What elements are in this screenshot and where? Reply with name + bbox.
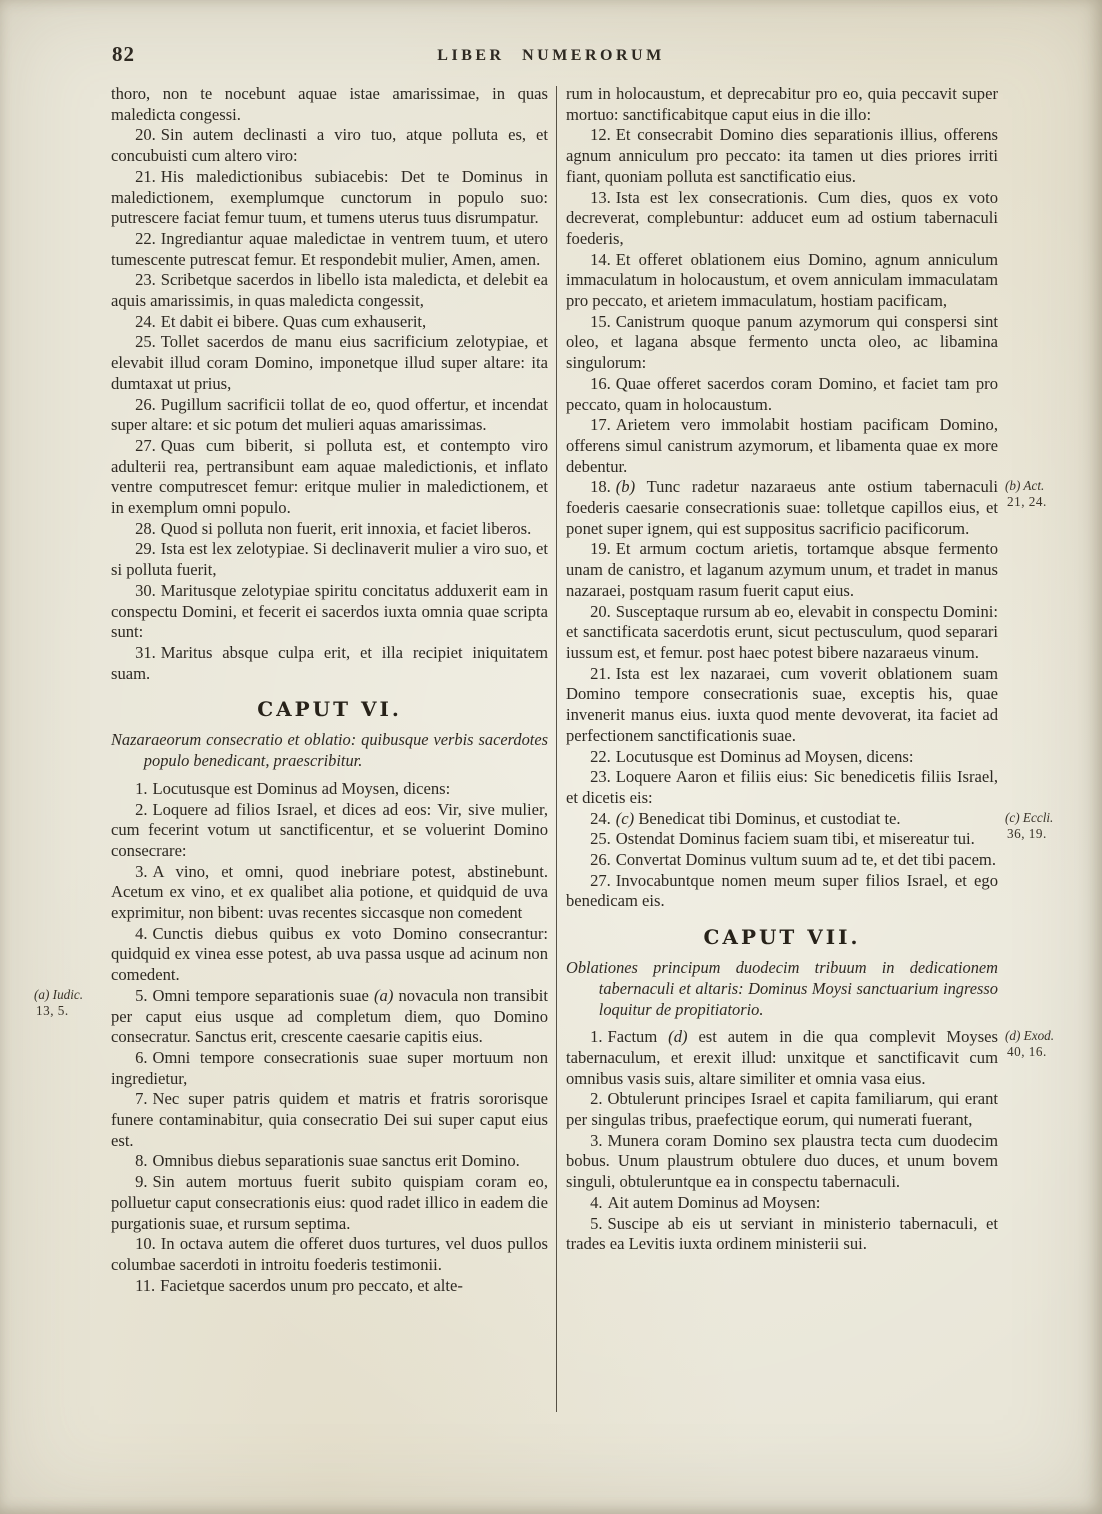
verse-number: 15. — [590, 311, 611, 331]
verse-paragraph: 22. Locutusque est Dominus ad Moysen, dicens: — [590, 746, 914, 766]
verse-paragraph: 27. Invocabuntque nomen meum super filios Israel, et ego benedicam eis. — [566, 870, 998, 911]
verse-number: 22. — [590, 746, 611, 766]
verse-paragraph: 26. Convertat Dominus vultum suum ad te, et det tibi pacem. — [590, 850, 996, 870]
verse-paragraph: 3. A vino, et omni, quod inebriare potest, abstinebunt. Acetum ex vino, et ex qualibet alia potione, et quidquid de uva exprimitur, non bibent: uvas recentes siccasque non comedent — [111, 861, 548, 923]
verse-paragraph: 1. Locutusque est Dominus ad Moysen, dicens: — [135, 778, 451, 798]
verse-paragraph: 23. Scribetque sacerdos in libello ista maledicta, et delebit ea aquis amarissimis, in quas maledicta congessit, — [111, 270, 548, 311]
continuation-paragraph: rum in holocaustum, et deprecabitur pro eo, quia peccavit super mortuo: sanctificabitque caput eius in die illo: — [566, 84, 998, 124]
verse-number: 16. — [590, 373, 611, 393]
verse-number: 5. — [135, 985, 148, 1005]
verse-number: 24. — [590, 808, 611, 828]
verse-paragraph: 25. Tollet sacerdos de manu eius sacrificium zelotypiae, et elevabit illud coram Domino, imponetque illud super altare: ita dumtaxat ut prius, — [111, 332, 548, 393]
verse-paragraph: 13. Ista est lex consecrationis. Cum dies, quos ex voto decreverat, complebuntur: adducet eum ad ostium tabernaculi foederis, — [566, 187, 998, 248]
verse-paragraph: 22. Ingrediantur aquae maledictae in ventrem tuum, et utero tumescente putrescat femur. Et respondebit mulier, Amen, amen. — [111, 228, 548, 269]
text-column-right — [566, 84, 1055, 1255]
verse-paragraph: 7. Nec super patris quidem et matris et fratris sororisque funere contaminabitur, quia consecratio Dei sui super caput eius est. — [111, 1089, 548, 1150]
verse-number: 21. — [590, 663, 611, 683]
verse-number: 13. — [590, 187, 611, 207]
verse-number: 26. — [590, 850, 611, 870]
verse-paragraph: 10. In octava autem die offeret duos turtures, vel duos pullos columbae sacerdoti in introitu foederis testimonii. — [111, 1234, 548, 1274]
chapter-summary: Oblationes principum duodecim tribuum in dedicationem tabernaculi et altaris: Dominus Moysi sanctuarium ingresso loquitur de propitiatorio. — [566, 958, 998, 1019]
verse-number: 2. — [590, 1089, 603, 1109]
verse-paragraph: 24. (c) Benedicat tibi Dominus, et custodiat te. (c) Eccli. 36, 19. — [566, 809, 998, 830]
verse-paragraph: 15. Canistrum quoque panum azymorum qui conspersi sint oleo, et lagana absque fermento uncta oleo, ac libamina singulorum: — [566, 311, 998, 373]
verse-number: 18. — [590, 477, 611, 497]
margin-note: (c) Eccli. 36, 19. — [1005, 809, 1054, 841]
verse-number: 25. — [590, 829, 611, 849]
chapter-heading: CAPUT VI. — [257, 697, 402, 722]
verse-paragraph: 9. Sin autem mortuus fuerit subito quispiam coram eo, polluetur caput consecrationis eius: quod radet illico in eadem die purgationis suae, et rursum septima. — [111, 1172, 548, 1233]
verse-paragraph: 5. Suscipe ab eis ut serviant in ministerio tabernaculi, et trades ea Levitis iuxta ordinem ministerii sui. — [566, 1213, 998, 1254]
verse-number: 4. — [135, 923, 148, 943]
chapter-heading: CAPUT VII. — [703, 925, 861, 950]
verse-paragraph: 14. Et offeret oblationem eius Domino, agnum anniculum immaculatum in holocaustum, et ovem anniculam immaculatam pro peccato, et arietem immaculatum, hostiam pacificam, — [566, 249, 998, 311]
verse-number: 23. — [590, 767, 611, 787]
verse-number: 9. — [135, 1172, 148, 1192]
verse-number: 6. — [135, 1047, 148, 1067]
column-divider-rule — [556, 86, 557, 1412]
text-column-left — [34, 84, 548, 1296]
verse-number: 21. — [135, 166, 156, 186]
verse-paragraph: 29. Ista est lex zelotypiae. Si declinaverit mulier a viro suo, et si polluta fuerit, — [111, 539, 548, 580]
verse-paragraph: 6. Omni tempore consecrationis suae super mortuum non ingredietur, — [111, 1047, 548, 1088]
page-number: 82 — [112, 42, 135, 66]
verse-paragraph: 27. Quas cum biberit, si polluta est, et contempto viro adulterii rea, pertransibunt eam aquae maledictionis, et inflato ventre computrescet femur: eritque mulier in maledictionem, et in exemplum omni populo. — [111, 435, 548, 518]
inline-note-ref: (b) — [615, 477, 636, 497]
chapter-summary: Nazaraeorum consecratio et oblatio: quibusque verbis sacerdotes populo benedicant, praescribitur. — [111, 730, 548, 771]
verse-number: 20. — [135, 125, 156, 145]
verse-number: 27. — [590, 870, 611, 890]
verse-number: 20. — [590, 601, 611, 621]
verse-paragraph: 21. His maledictionibus subiacebis: Det te Dominus in maledictionem, exemplumque cunctorum in populo suo: putrescere faciat femur tuum, et tumens uterus tuus disrumpatur. — [111, 166, 548, 228]
verse-paragraph: 25. Ostendat Dominus faciem suam tibi, et misereatur tui. — [590, 829, 975, 849]
margin-note: (d) Exod. 40, 16. — [1005, 1028, 1055, 1060]
verse-paragraph: 5. Omni tempore separationis suae (a) novacula non transibit per caput eius usque ad completum diem, quo Domino consecratur. Sanctus erit, crescente caesarie capitis eius. (a) Iudic. 13, 5. — [34, 985, 548, 1047]
verse-paragraph: 18. (b) Tunc radetur nazaraeus ante ostium tabernaculi foederis caesarie consecrationis suae: tolletque capillos eius, et ponet super ignem, qui est suppositus sacrificio pacificorum. (b) Act. 21, 24. — [566, 477, 998, 539]
inline-note-ref: (c) — [615, 808, 635, 828]
verse-number: 24. — [135, 311, 156, 331]
verse-paragraph: 17. Arietem vero immolabit hostiam pacificam Domino, offerens simul canistrum azymorum, et libamenta quae ex more debentur. — [566, 415, 998, 476]
margin-note: (a) Iudic. 13, 5. — [34, 986, 84, 1018]
verse-number: 3. — [135, 861, 148, 881]
verse-number: 30. — [135, 580, 156, 600]
verse-paragraph: 20. Sin autem declinasti a viro tuo, atque polluta es, et concubuisti cum altero viro: — [111, 125, 548, 166]
verse-number: 31. — [135, 642, 156, 662]
verse-number: 11. — [135, 1275, 156, 1295]
running-title: LIBER NUMERORUM — [437, 47, 665, 64]
verse-number: 27. — [135, 435, 156, 455]
verse-paragraph: 21. Ista est lex nazaraei, cum voverit oblationem suam Domino tempore consecrationis suae, exceptis his, quae invenerit manus eius. iuxta quod mente devoverat, ita faciet ad perfectionem sanctificationis suae. — [566, 663, 998, 745]
verse-paragraph: 4. Cunctis diebus quibus ex voto Domino consecrantur: quidquid ex vinea esse potest, ab uva passa usque ad acinum non comedent. — [111, 923, 548, 985]
verse-number: 14. — [590, 249, 611, 269]
verse-number: 12. — [590, 125, 611, 145]
verse-number: 1. — [135, 778, 148, 798]
verse-paragraph: 2. Loquere ad filios Israel, et dices ad eos: Vir, sive mulier, cum fecerint votum ut sanctificentur, et se voluerint Domino consecrare: — [111, 799, 548, 860]
verse-paragraph: 28. Quod si polluta non fuerit, erit innoxia, et faciet liberos. — [135, 518, 532, 538]
verse-paragraph: 3. Munera coram Domino sex plaustra tecta cum duodecim bobus. Unum plaustrum obtulere duo duces, et unum bovem singuli, obtuleruntque ea in conspectu tabernaculi. — [566, 1130, 998, 1192]
verse-paragraph: 2. Obtulerunt principes Israel et capita familiarum, qui erant per singulas tribus, praefectique eorum, qui numerati fuerant, — [566, 1089, 998, 1130]
verse-paragraph: 20. Susceptaque rursum ab eo, elevabit in conspectu Domini: et sanctificata sacerdotis erunt, sicut pectusculum, quod separari iussum est, et femur. post haec potest bibere nazaraeus vinum. — [566, 601, 998, 662]
verse-number: 29. — [135, 539, 156, 559]
margin-note: (b) Act. 21, 24. — [1005, 478, 1047, 510]
verse-number: 8. — [135, 1151, 148, 1171]
verse-number: 23. — [135, 270, 156, 290]
verse-paragraph: 11. Facietque sacerdos unum pro peccato, et alte- — [135, 1275, 463, 1295]
verse-number: 25. — [135, 332, 156, 352]
verse-paragraph: 4. Ait autem Dominus ad Moysen: — [590, 1192, 821, 1212]
verse-number: 3. — [590, 1130, 603, 1150]
verse-paragraph: 8. Omnibus diebus separationis suae sanctus erit Domino. — [135, 1151, 520, 1171]
verse-number: 5. — [590, 1213, 603, 1233]
verse-number: 22. — [135, 228, 156, 248]
verse-number: 7. — [135, 1089, 148, 1109]
verse-number: 19. — [590, 539, 611, 559]
verse-number: 2. — [135, 799, 148, 819]
verse-number: 17. — [590, 415, 611, 435]
verse-paragraph: 12. Et consecrabit Domino dies separationis illius, offerens agnum anniculum pro peccato: ita tamen ut dies priores irriti fiant, quoniam polluta est sanctificatio eius. — [566, 125, 998, 186]
verse-paragraph: 26. Pugillum sacrificii tollat de eo, quod offertur, et incendat super altare: et sic potum det mulieri aquas amarissimas. — [111, 394, 548, 435]
verse-number: 4. — [590, 1192, 603, 1212]
inline-note-ref: (d) — [668, 1027, 688, 1047]
verse-paragraph: 30. Maritusque zelotypiae spiritu concitatus adduxerit eam in conspectu Domini, et fecerit ei sacerdos iuxta omnia quae scripta sunt: — [111, 580, 548, 642]
verse-paragraph: 31. Maritus absque culpa erit, et illa recipiet iniquitatem suam. — [111, 642, 548, 683]
verse-paragraph: 23. Loquere Aaron et filiis eius: Sic benedicetis filiis Israel, et dicetis eis: — [566, 767, 998, 807]
verse-paragraph: 24. Et dabit ei bibere. Quas cum exhauserit, — [135, 311, 427, 331]
verse-number: 28. — [135, 518, 156, 538]
verse-number: 1. — [590, 1027, 603, 1047]
verse-number: 26. — [135, 394, 156, 414]
verse-number: 10. — [135, 1234, 156, 1254]
verse-paragraph: 16. Quae offeret sacerdos coram Domino, et faciet tam pro peccato, quam in holocaustum. — [566, 373, 998, 414]
continuation-paragraph: thoro, non te nocebunt aquae istae amarissimae, in quas maledicta congessi. — [111, 84, 548, 124]
verse-paragraph: 19. Et armum coctum arietis, tortamque absque fermento unam de canistro, et laganum azymum unum, et tradet in manus nazaraei, postquam rasum fuerit caput eius. — [566, 539, 998, 600]
inline-note-ref: (a) — [374, 985, 394, 1005]
verse-paragraph: 1. Factum (d) est autem in die qua complevit Moyses tabernaculum, et erexit illud: unxitque et sanctificavit cum omnibus vasis suis, altare similiter et omnia vasa eius. (d) Exod. 40, 16. — [566, 1027, 998, 1089]
